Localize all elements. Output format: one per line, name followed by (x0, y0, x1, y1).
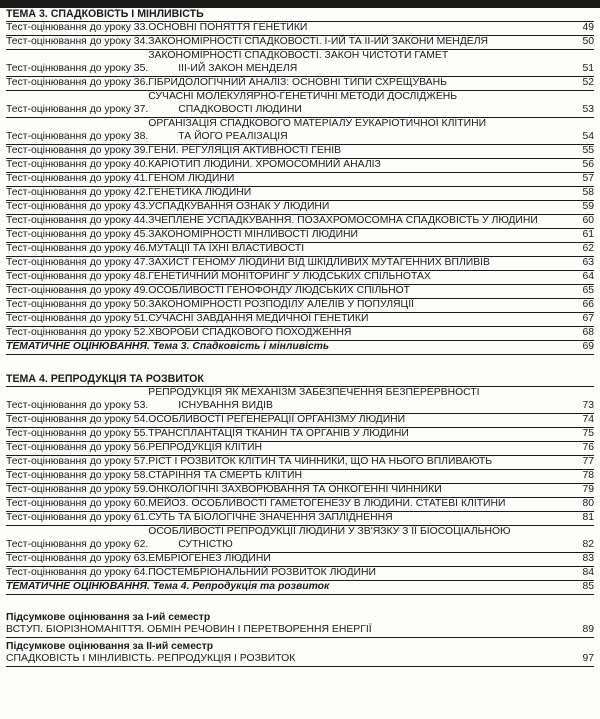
page-number: 55 (582, 145, 594, 156)
page-number: 80 (582, 498, 594, 509)
lesson-topic (148, 186, 572, 200)
page-number: 66 (582, 299, 594, 310)
lesson-topic-line: ЗАКОНОМІРНОСТІ МІНЛИВОСТІ ЛЮДИНИ (148, 229, 359, 240)
lesson-label: Тест-оцінювання до уроку 48. (6, 271, 149, 282)
section-4-list (6, 387, 594, 595)
lesson-topic (148, 242, 572, 256)
page-number: 60 (582, 215, 594, 226)
lesson-topic-line: ОНКОЛОГІЧНІ ЗАХВОРЮВАННЯ ТА ОНКОГЕННІ ЧИННИКИ (148, 484, 442, 495)
page-number: 75 (582, 428, 594, 439)
lesson-topic-line: СУТНІСТЮ (178, 538, 233, 550)
lesson-topic (148, 256, 572, 270)
lesson-label: Тест-оцінювання до уроку 50. (6, 299, 149, 310)
page-number: 64 (582, 271, 594, 282)
lesson-label: Тест-оцінювання до уроку 44. (6, 215, 149, 226)
section-3-list (6, 22, 594, 355)
lesson-topic (148, 228, 572, 242)
page-number: 58 (582, 187, 594, 198)
lesson-topic (148, 526, 572, 552)
lesson-topic-line: ОСОБЛИВОСТІ РЕГЕНЕРАЦІЇ ОРГАНІЗМУ ЛЮДИНИ (148, 414, 406, 425)
thematic-assessment-text: ТЕМАТИЧНЕ ОЦІНЮВАННЯ. Тема 4. Репродукція та розвиток (6, 581, 330, 592)
summary-row (6, 653, 594, 667)
lesson-label: Тест-оцінювання до уроку 45. (6, 229, 149, 240)
page-number: 50 (582, 36, 594, 47)
page-number: 76 (582, 442, 594, 453)
lesson-topic-line: ГЕНОМ ЛЮДИНИ (148, 173, 235, 184)
lesson-topic (148, 387, 572, 413)
lesson-topic-line: ІІІ-ИЙ ЗАКОН МЕНДЕЛЯ (178, 62, 298, 74)
lesson-label: Тест-оцінювання до уроку 54. (6, 414, 149, 425)
toc-row (6, 50, 594, 77)
page-number: 78 (582, 470, 594, 481)
lesson-topic (148, 76, 572, 90)
lesson-label: Тест-оцінювання до уроку 43. (6, 201, 149, 212)
lesson-label: Тест-оцінювання до уроку 47. (6, 257, 149, 268)
toc-row (6, 299, 594, 313)
lesson-topic-line: ІСНУВАННЯ ВИДІВ (178, 399, 273, 411)
lesson-topic-line: ОРГАНІЗАЦІЯ СПАДКОВОГО МАТЕРІАЛУ ЕУКАРІОТИЧНОЇ КЛІТИНИ (148, 118, 487, 129)
thematic-assessment-text: ТЕМАТИЧНЕ ОЦІНЮВАННЯ. Тема 3. Спадковість і мінливість (6, 341, 330, 352)
lesson-label: Тест-оцінювання до уроку 57. (6, 456, 149, 467)
lesson-topic (148, 35, 572, 49)
lesson-topic-line: СТАРІННЯ ТА СМЕРТЬ КЛІТИН (148, 470, 302, 481)
page-number: 82 (582, 539, 594, 550)
page-number: 89 (582, 624, 594, 635)
lesson-topic (148, 200, 572, 214)
toc-row (6, 173, 594, 187)
toc-row (6, 470, 594, 484)
page-number: 73 (582, 400, 594, 411)
toc-row (6, 387, 594, 414)
lesson-topic-line: КАРІОТИП ЛЮДИНИ. ХРОМОСОМНИЙ АНАЛІЗ (148, 159, 381, 170)
lesson-label: Тест-оцінювання до уроку 63. (6, 553, 149, 564)
toc-row (6, 215, 594, 229)
page-number: 49 (582, 22, 594, 33)
lesson-topic-line: ГЕНЕТИКА ЛЮДИНИ (148, 187, 252, 198)
lesson-topic-line: СПАДКОВОСТІ ЛЮДИНИ (178, 103, 302, 115)
toc-row (6, 229, 594, 243)
toc-row (6, 159, 594, 173)
lesson-topic-line: ТА ЙОГО РЕАЛІЗАЦІЯ (178, 130, 288, 142)
lesson-label: Тест-оцінювання до уроку 49. (6, 285, 149, 296)
toc-row (6, 442, 594, 456)
lesson-topic (148, 552, 572, 566)
page-number: 65 (582, 285, 594, 296)
lesson-label: Тест-оцінювання до уроку 37. (6, 104, 149, 115)
lesson-topic-line: МУТАЦІЇ ТА ЇХНІ ВЛАСТИВОСТІ (148, 243, 305, 254)
lesson-topic-line: ЗАХИСТ ГЕНОМУ ЛЮДИНИ ВІД ШКІДЛИВИХ МУТАГЕННИХ ВПЛИВІВ (148, 257, 490, 268)
lesson-topic-line: ОСОБЛИВОСТІ РЕПРОДУКЦІЇ ЛЮДИНИ У ЗВ'ЯЗКУ З ЇЇ БІОСОЦІАЛЬНОЮ (148, 526, 511, 537)
lesson-label: Тест-оцінювання до уроку 33. (6, 22, 149, 33)
lesson-label: Тест-оцінювання до уроку 51. (6, 313, 149, 324)
page-number: 79 (582, 484, 594, 495)
toc-row (6, 428, 594, 442)
toc-row (6, 201, 594, 215)
page-number: 77 (582, 456, 594, 467)
page-number: 81 (582, 512, 594, 523)
lesson-topic (148, 511, 572, 525)
page-number: 63 (582, 257, 594, 268)
lesson-topic (148, 298, 572, 312)
toc-row (6, 118, 594, 145)
lesson-topic (148, 326, 572, 340)
lesson-label: Тест-оцінювання до уроку 55. (6, 428, 149, 439)
lesson-topic-line: ЗАКОНОМІРНОСТІ РОЗПОДІЛУ АЛЕЛІВ У ПОПУЛЯЦІЇ (148, 299, 415, 310)
page-number: 56 (582, 159, 594, 170)
lesson-topic-line: ЗАКОНОМІРНОСТІ СПАДКОВОСТІ. І-ИЙ ТА ІІ-ИЙ ЗАКОНИ МЕНДЕЛЯ (148, 36, 489, 47)
lesson-label: Тест-оцінювання до уроку 46. (6, 243, 149, 254)
lesson-label: Тест-оцінювання до уроку 52. (6, 327, 149, 338)
summary-title: Підсумкове оцінювання за І-ий семестр (6, 612, 211, 623)
lesson-topic (148, 441, 572, 455)
toc-row (6, 484, 594, 498)
lesson-topic (148, 270, 572, 284)
lesson-topic-line: ОСНОВНІ ПОНЯТТЯ ГЕНЕТИКИ (148, 22, 308, 33)
lesson-topic (148, 91, 572, 117)
lesson-label: Тест-оцінювання до уроку 62. (6, 539, 149, 550)
lesson-topic-line: ГЕНЕТИЧНИЙ МОНІТОРИНГ У ЛЮДСЬКИХ СПІЛЬНОТАХ (148, 271, 431, 282)
lesson-topic (148, 118, 572, 144)
page-number: 52 (582, 77, 594, 88)
lesson-topic-line: МЕЙОЗ. ОСОБЛИВОСТІ ГАМЕТОГЕНЕЗУ В ЛЮДИНИ. СТАТЕВІ КЛІТИНИ (148, 498, 506, 509)
lesson-topic (148, 566, 572, 580)
lesson-label: Тест-оцінювання до уроку 56. (6, 442, 149, 453)
lesson-label: Тест-оцінювання до уроку 36. (6, 77, 149, 88)
lesson-topic-line: РЕПРОДУКЦІЯ КЛІТИН (148, 442, 262, 453)
lesson-topic-line: СУЧАСНІ ЗАВДАННЯ МЕДИЧНОЇ ГЕНЕТИКИ (148, 313, 369, 324)
toc-row (6, 456, 594, 470)
lesson-label: Тест-оцінювання до уроку 41. (6, 173, 149, 184)
lesson-label: Тест-оцінювання до уроку 38. (6, 131, 149, 142)
toc-row (6, 257, 594, 271)
lesson-topic-line: УСПАДКУВАННЯ ОЗНАК У ЛЮДИНИ (148, 201, 330, 212)
page-number: 51 (582, 63, 594, 74)
lesson-label: Тест-оцінювання до уроку 58. (6, 470, 149, 481)
lesson-topic (148, 144, 572, 158)
page-number: 67 (582, 313, 594, 324)
summary-title: Підсумкове оцінювання за ІІ-ий семестр (6, 641, 214, 652)
page-number: 68 (582, 327, 594, 338)
toc-row (6, 36, 594, 50)
toc-row (6, 498, 594, 512)
toc-row (6, 145, 594, 159)
section-title: ТЕМА 3. СПАДКОВІСТЬ І МІНЛИВІСТЬ (6, 8, 594, 22)
toc-row (6, 243, 594, 257)
lesson-topic-line: РЕПРОДУКЦІЯ ЯК МЕХАНІЗМ ЗАБЕЗПЕЧЕННЯ БЕЗПЕРЕРВНОСТІ (148, 387, 480, 398)
lesson-topic-line: ПОСТЕМБРІОНАЛЬНИЙ РОЗВИТОК ЛЮДИНИ (148, 567, 376, 578)
page-number: 74 (582, 414, 594, 425)
summary-topic: ВСТУП. БІОРІЗНОМАНІТТЯ. ОБМІН РЕЧОВИН І ПЕРЕТВОРЕННЯ ЕНЕРГІЇ (6, 624, 372, 635)
page-number: 62 (582, 243, 594, 254)
summary-topic: СПАДКОВІСТЬ І МІНЛИВІСТЬ. РЕПРОДУКЦІЯ І РОЗВИТОК (6, 653, 296, 664)
lesson-topic (148, 214, 572, 228)
lesson-topic (148, 469, 572, 483)
lesson-topic (148, 427, 572, 441)
lesson-topic-line: СУЧАСНІ МОЛЕКУЛЯРНО-ГЕНЕТИЧНІ МЕТОДИ ДОСЛІДЖЕНЬ (148, 91, 458, 102)
lesson-label: Тест-оцінювання до уроку 39. (6, 145, 149, 156)
toc-row (6, 91, 594, 118)
lesson-label: Тест-оцінювання до уроку 64. (6, 567, 149, 578)
thematic-assessment-row (6, 341, 594, 355)
toc-row (6, 567, 594, 581)
page-number: 97 (582, 653, 594, 664)
section-title: ТЕМА 4. РЕПРОДУКЦІЯ ТА РОЗВИТОК (6, 373, 594, 387)
lesson-label: Тест-оцінювання до уроку 34. (6, 36, 149, 47)
lesson-topic-line: ЗЧЕПЛЕНЕ УСПАДКУВАННЯ. ПОЗАХРОМОСОМНА СПАДКОВІСТЬ У ЛЮДИНИ (148, 215, 538, 226)
lesson-label: Тест-оцінювання до уроку 35. (6, 63, 149, 74)
lesson-topic (148, 483, 572, 497)
toc-row (6, 327, 594, 341)
lesson-topic (148, 172, 572, 186)
toc-row (6, 512, 594, 526)
toc-row (6, 414, 594, 428)
lesson-topic-line: ХВОРОБИ СПАДКОВОГО ПОХОДЖЕННЯ (148, 327, 352, 338)
page-number: 54 (582, 131, 594, 142)
lesson-topic-line: ГІБРИДОЛОГІЧНИЙ АНАЛІЗ: ОСНОВНІ ТИПИ СХРЕЩУВАНЬ (148, 77, 447, 88)
lesson-label: Тест-оцінювання до уроку 59. (6, 484, 149, 495)
page-number: 69 (582, 341, 594, 352)
page-number: 83 (582, 553, 594, 564)
lesson-label: Тест-оцінювання до уроку 42. (6, 187, 149, 198)
page-number: 57 (582, 173, 594, 184)
toc-row (6, 77, 594, 91)
lesson-topic-line: ЕМБРІОГЕНЕЗ ЛЮДИНИ (148, 553, 271, 564)
lesson-topic (148, 50, 572, 76)
lesson-topic (148, 413, 572, 427)
lesson-topic (148, 455, 572, 469)
lesson-label: Тест-оцінювання до уроку 61. (6, 512, 149, 523)
toc-row (6, 187, 594, 201)
lesson-label: Тест-оцінювання до уроку 40. (6, 159, 149, 170)
thematic-assessment-row (6, 581, 594, 595)
lesson-label: Тест-оцінювання до уроку 60. (6, 498, 149, 509)
lesson-topic (148, 21, 572, 35)
page-number: 53 (582, 104, 594, 115)
page-number: 84 (582, 567, 594, 578)
lesson-topic (148, 497, 572, 511)
toc-row (6, 313, 594, 327)
lesson-label: Тест-оцінювання до уроку 53. (6, 400, 149, 411)
lesson-topic-line: ОСОБЛИВОСТІ ГЕНОФОНДУ ЛЮДСЬКИХ СПІЛЬНОТ (148, 285, 411, 296)
lesson-topic-line: РІСТ І РОЗВИТОК КЛІТИН ТА ЧИННИКИ, ЩО НА НЬОГО ВПЛИВАЮТЬ (148, 456, 493, 467)
lesson-topic (148, 312, 572, 326)
top-divider (0, 0, 600, 8)
lesson-topic-line: ГЕНИ. РЕГУЛЯЦІЯ АКТИВНОСТІ ГЕНІВ (148, 145, 342, 156)
lesson-topic-line: ТРАНСПЛАНТАЦІЯ ТКАНИН ТА ОРГАНІВ У ЛЮДИНИ (148, 428, 409, 439)
lesson-topic (148, 158, 572, 172)
lesson-topic-line: ЗАКОНОМІРНОСТІ СПАДКОВОСТІ. ЗАКОН ЧИСТОТИ ГАМЕТ (148, 50, 449, 61)
page-number: 59 (582, 201, 594, 212)
page-number: 85 (582, 581, 594, 592)
page-number: 61 (582, 229, 594, 240)
lesson-topic (148, 284, 572, 298)
summary-row (6, 624, 594, 638)
toc-row (6, 553, 594, 567)
lesson-topic-line: СУТЬ ТА БІОЛОГІЧНЕ ЗНАЧЕННЯ ЗАПЛІДНЕННЯ (148, 512, 393, 523)
toc-row (6, 285, 594, 299)
toc-row (6, 271, 594, 285)
toc-row (6, 22, 594, 36)
toc-row (6, 526, 594, 553)
